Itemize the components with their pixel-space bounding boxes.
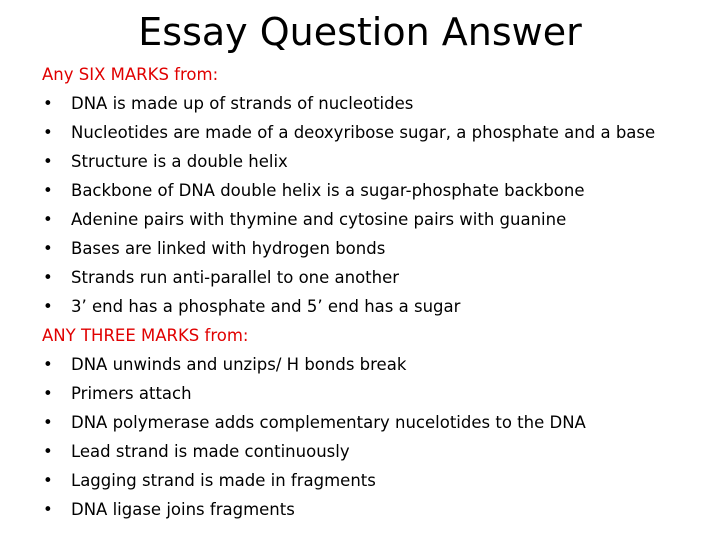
bullet-icon: • xyxy=(43,152,53,171)
list-item xyxy=(42,466,712,495)
list-item-text: DNA ligase joins fragments xyxy=(71,500,295,519)
list-item xyxy=(42,292,712,321)
section-2-heading: ANY THREE MARKS from: xyxy=(42,326,249,345)
bullet-icon: • xyxy=(43,442,53,461)
list-item xyxy=(42,350,712,379)
list-item xyxy=(42,379,712,408)
bullet-icon: • xyxy=(43,297,53,316)
bullet-icon: • xyxy=(43,413,53,432)
list-item xyxy=(42,495,712,524)
list-item xyxy=(42,205,712,234)
list-item-text: Bases are linked with hydrogen bonds xyxy=(71,239,386,258)
list-item-text: Strands run anti-parallel to one another xyxy=(71,268,400,287)
list-item xyxy=(42,234,712,263)
list-item-text: DNA unwinds and unzips/ H bonds break xyxy=(71,355,407,374)
section-1-heading: Any SIX MARKS from: xyxy=(42,65,219,84)
list-item-text: Structure is a double helix xyxy=(71,152,288,171)
bullet-icon: • xyxy=(43,471,53,490)
bullet-icon: • xyxy=(43,181,53,200)
bullet-icon: • xyxy=(43,268,53,287)
list-item xyxy=(42,437,712,466)
list-item-text: Adenine pairs with thymine and cytosine pairs with guanine xyxy=(71,210,567,229)
section-1-list xyxy=(42,89,712,321)
list-item xyxy=(42,408,712,437)
list-item-text: DNA is made up of strands of nucleotides xyxy=(71,94,414,113)
bullet-icon: • xyxy=(43,384,53,403)
answer-body xyxy=(42,60,712,524)
list-item xyxy=(42,176,712,205)
bullet-icon: • xyxy=(43,355,53,374)
bullet-icon: • xyxy=(43,123,53,142)
list-item-text: Primers attach xyxy=(71,384,192,403)
list-item-text: Nucleotides are made of a deoxyribose sugar, a phosphate and a base xyxy=(71,123,656,142)
bullet-icon: • xyxy=(43,210,53,229)
list-item xyxy=(42,263,712,292)
list-item-text: Lagging strand is made in fragments xyxy=(71,471,376,490)
list-item xyxy=(42,118,712,147)
bullet-icon: • xyxy=(43,94,53,113)
list-item xyxy=(42,147,712,176)
list-item xyxy=(42,89,712,118)
list-item-text: Backbone of DNA double helix is a sugar-phosphate backbone xyxy=(71,181,585,200)
section-2-list xyxy=(42,350,712,524)
page-title: Essay Question Answer xyxy=(138,10,582,54)
list-item-text: 3’ end has a phosphate and 5’ end has a sugar xyxy=(71,297,461,316)
list-item-text: Lead strand is made continuously xyxy=(71,442,350,461)
bullet-icon: • xyxy=(43,239,53,258)
bullet-icon: • xyxy=(43,500,53,519)
list-item-text: DNA polymerase adds complementary nucelotides to the DNA xyxy=(71,413,586,432)
